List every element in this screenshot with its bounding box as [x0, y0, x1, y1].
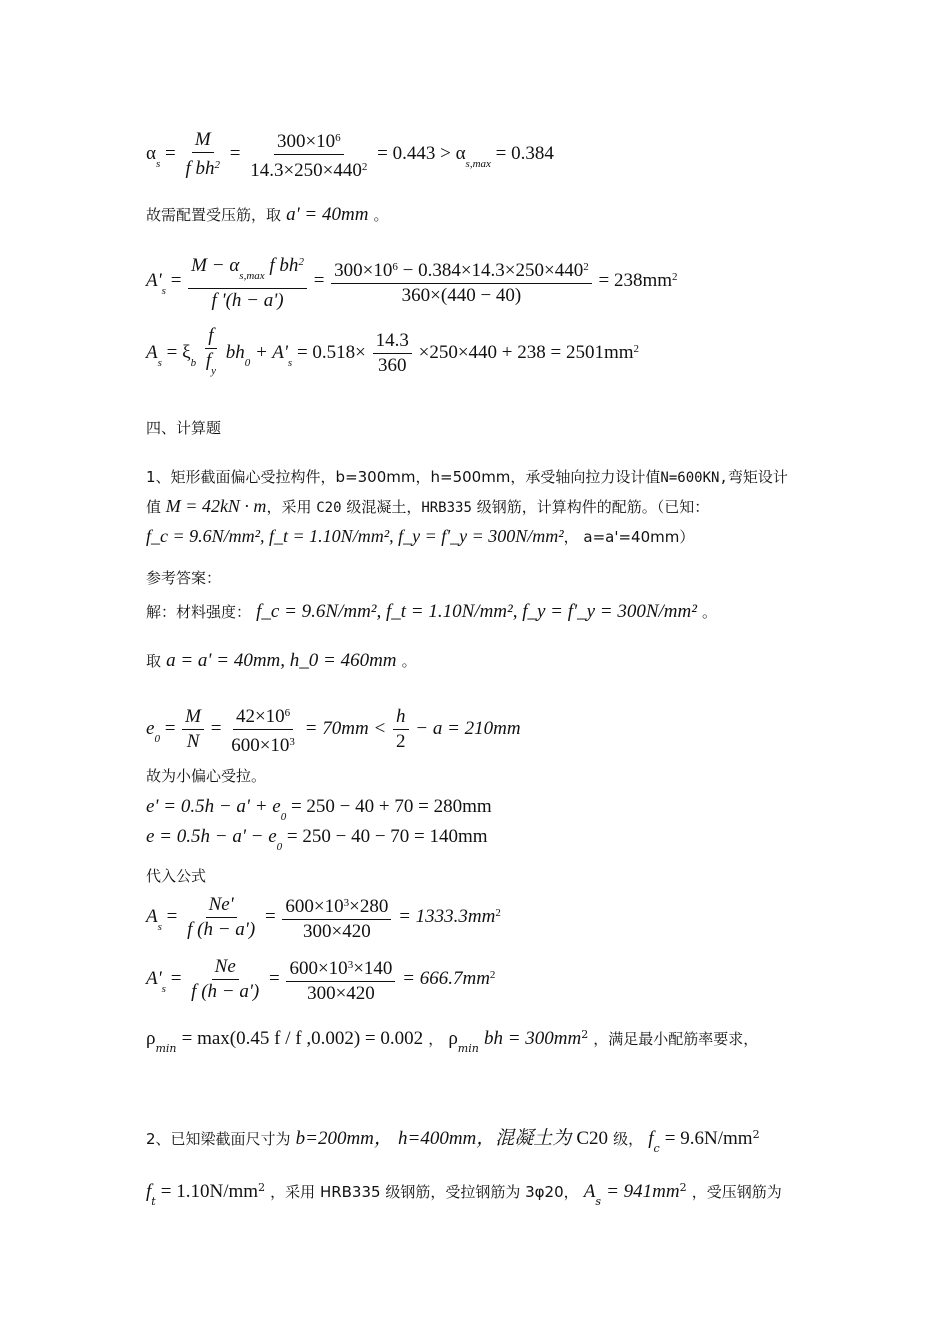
- equation-as: [146, 326, 639, 381]
- eq2-frac1-den: f '(h − a'): [211, 290, 284, 311]
- eq1-rhs-sub: s,max: [465, 157, 491, 170]
- eq2-frac1-num-sub: s,max: [239, 270, 265, 282]
- eq2-frac2-num: 300×10: [334, 260, 393, 281]
- q1-line2-mono: C20: [316, 500, 342, 516]
- equation-e0: $e_0$ = $\frac{M}{N}$ = $\frac{42\times 10^6}{600\times 10^3}$ = 70mm < $\frac{h}{2}$ − a = 210mm: [146, 703, 521, 756]
- q2-line2-as-exp: 2: [679, 1181, 687, 1194]
- eprime-lhs: e' = 0.5h − a' + e: [146, 796, 281, 817]
- eq1-frac1-den: f bh: [185, 158, 215, 179]
- eprime-tail: = 250 − 40 + 70 = 280mm: [290, 796, 492, 817]
- e0-frac2-num: 42×10: [235, 706, 285, 727]
- eq2-lhs-sub: s: [161, 284, 166, 297]
- equation-as-prime: $A'_s$ = $\frac{M - \alpha_{s,max} f bh^2}{f '(h - a')}$ = $\frac{300\times 10^6 - 0.384\times 14.3\times 250\times 440^2}{360\times(440 - 40)}$ = $238mm^2$: [146, 252, 678, 311]
- as-rhs-exp: 2: [495, 906, 501, 919]
- eq2-frac2-num-exp: 6: [392, 261, 398, 273]
- e0-frac1: [182, 707, 204, 752]
- eq2-rhs: = 238mm: [598, 269, 673, 291]
- eq1-frac2-den: 14.3×250×440: [250, 160, 362, 181]
- e0-lhs: e: [146, 717, 155, 739]
- as-frac2-den: 300×420: [303, 921, 371, 942]
- q1-line2-d: 级钢筋，计算构件的配筋。（已知：: [476, 498, 710, 516]
- q2-line1-b: b=200mm，: [295, 1128, 393, 1149]
- equation-e: $e = 0.5h - a' - e_0 = 250 - 40 - 70 = 140mm$: [146, 826, 488, 853]
- eq1-rhs-val: = 0.384: [495, 142, 554, 164]
- as-frac1: [184, 895, 258, 940]
- eq3-frac1: [203, 326, 219, 381]
- asp-frac2-num: 600×10: [289, 958, 348, 979]
- text-compression-steel: [146, 205, 389, 225]
- question-2-line1: [146, 1125, 760, 1159]
- asp-frac2-num-exp: 3: [347, 959, 354, 971]
- e0-frac2-den: 600×10: [231, 735, 290, 756]
- rho-bh-exp: 2: [581, 1028, 589, 1041]
- q1-line3-end: ， a=a'=40mm）: [563, 528, 695, 546]
- e0-frac3: [393, 707, 409, 752]
- eq3-frac2: [373, 331, 412, 376]
- q1-line3-math: f_c = 9.6N/mm², f_t = 1.10N/mm², f_y = f'_y = 300N/mm²: [146, 526, 564, 546]
- solution-line1: [146, 602, 717, 622]
- q2-line1-val: = 9.6N/mm: [664, 1128, 753, 1149]
- q1-line1: [146, 463, 810, 492]
- q2-line1-e: 级，: [613, 1130, 644, 1148]
- rho-sub-2: min: [457, 1042, 479, 1055]
- asp-frac1-den: f (h − a'): [191, 981, 260, 1002]
- q1-line2-a: 值: [146, 498, 162, 516]
- e-tail: = 250 − 40 − 70 = 140mm: [286, 826, 488, 847]
- eq1-rhs: = 0.443 > α: [377, 142, 466, 164]
- e0-frac3-num: h: [393, 707, 409, 730]
- as-frac1-num: Ne': [206, 895, 237, 918]
- e0-frac1-num: M: [182, 707, 204, 730]
- equation-alpha-s: $\alpha_s$ = $\frac{M}{f bh^2}$ = $\frac{300\times 10^6}{14.3\times 250\times 440^2}$ = $0.443 > \alpha_{s,max} = 0.384$: [146, 129, 554, 181]
- eq3-xi: = ξ: [166, 341, 191, 363]
- asp-frac2-den: 300×420: [307, 983, 375, 1004]
- q2-line1-a: 2、已知梁截面尺寸为: [146, 1130, 291, 1148]
- e0-sub: 0: [154, 732, 160, 745]
- asp-lhs: A': [146, 967, 162, 989]
- q2-line2-a: ，采用 HRB335 级钢筋，受拉钢筋为 3φ20，: [270, 1183, 579, 1201]
- q1-line1-end: 弯矩设计: [727, 468, 788, 486]
- eq2-frac2: [331, 257, 592, 306]
- asp-frac2-num-tail: ×140: [353, 958, 393, 979]
- rho-mid: ，: [428, 1030, 444, 1048]
- eq1-frac2-num: 300×10: [276, 131, 336, 152]
- q1-line1-mono: N=600KN,: [660, 470, 728, 486]
- e0-mid: = 70mm <: [304, 717, 387, 739]
- eq3-frac1-num: f: [205, 326, 216, 349]
- e0-frac2-num-exp: 6: [284, 707, 291, 719]
- as-frac2: [282, 893, 391, 942]
- q2-line2-as-sub: s: [595, 1195, 601, 1208]
- sol-l1-label: 解：材料强度：: [146, 603, 252, 621]
- rho-symbol-2: ρ: [448, 1028, 458, 1049]
- q2-line2-val-exp: 2: [258, 1181, 266, 1194]
- e0-frac2: [228, 703, 298, 756]
- eq2-frac2-den: 360×(440 − 40): [401, 285, 522, 306]
- q2-line1-c: h=400mm，混凝土为: [398, 1128, 572, 1149]
- reference-answer-label: 参考答案：: [146, 569, 222, 587]
- rho-sub: min: [155, 1042, 177, 1055]
- q2-line2-val: = 1.10N/mm: [160, 1181, 259, 1202]
- sol-l1-math: f_c = 9.6N/mm², f_t = 1.10N/mm², f_y = f'_y = 300N/mm²: [256, 601, 697, 622]
- eq1-lhs: α: [146, 142, 156, 164]
- eq2-lhs: A': [146, 269, 162, 291]
- e0-frac2-den-exp: 3: [289, 736, 295, 748]
- eq3-tail: ×250×440 + 238 = 2501mm: [418, 341, 634, 363]
- q2-line1-d: C20: [576, 1128, 609, 1149]
- eq3-xi-sub: b: [190, 356, 197, 369]
- eq3-plus: + A': [255, 341, 288, 363]
- eq3-lhs-sub: s: [157, 356, 162, 369]
- eq3-mid: bh: [225, 341, 245, 363]
- eq1-lhs-sub: s: [155, 157, 161, 170]
- q1-line2-c: 级混凝土，: [346, 498, 422, 516]
- as-rhs: = 1333.3mm: [398, 905, 496, 927]
- text1-label: 故需配置受压筋，取: [146, 206, 282, 224]
- question-1: [146, 463, 810, 551]
- text1-math: a' = 40mm: [286, 204, 369, 225]
- sol-l2-end: 。: [401, 652, 417, 670]
- solution-line2: [146, 651, 417, 671]
- eq2-frac1-num-tail: f bh: [264, 255, 299, 276]
- equation-asp-result: $A'_s$ = $\frac{Ne}{f (h - a')}$ = $\frac{600\times 10^3\times 140}{300\times 420}$ = $666.7mm^2$: [146, 956, 496, 1004]
- q2-line1-val-exp: 2: [752, 1128, 760, 1141]
- eq3-mid-sub: 0: [244, 356, 251, 369]
- eq3-lhs: A: [146, 341, 158, 363]
- asp-rhs: = 666.7mm: [402, 967, 490, 989]
- eq2-rhs-exp: 2: [672, 270, 678, 283]
- q2-line2-as-val: = 941mm: [606, 1181, 680, 1202]
- q2-line1-math-sub: c: [653, 1142, 660, 1155]
- asp-frac1: [188, 957, 262, 1002]
- equation-e-prime: $e' = 0.5h - a' + e_0 = 250 - 40 + 70 = 280mm$: [146, 796, 492, 823]
- eq3-frac1-den: f: [205, 350, 212, 371]
- asp-rhs-exp: 2: [489, 968, 496, 981]
- q1-line2: [146, 492, 810, 522]
- question-2-line2: [146, 1178, 782, 1212]
- as-frac2-num: 600×10: [285, 896, 344, 917]
- q1-line1-text: 1、矩形截面偏心受拉构件，b=300mm，h=500mm，承受轴向拉力设计值: [146, 468, 661, 486]
- small-eccentric-text: 故为小偏心受拉。: [146, 767, 267, 785]
- q2-line2-as: A: [583, 1181, 596, 1202]
- substitute-formula-text: 代入公式: [146, 867, 207, 885]
- e-lhs: e = 0.5h − a' − e: [146, 826, 277, 847]
- equation-as-result: $A_s$ = $\frac{Ne'}{f (h - a')}$ = $\frac{600\times 10^3\times 280}{300\times 420}$ = $1333.3mm^2$: [146, 894, 501, 942]
- rho-bh: bh = 300mm: [483, 1028, 582, 1049]
- eq1-frac1-num: M: [192, 130, 214, 153]
- e0-frac1-den: N: [186, 731, 200, 752]
- eq2-frac1-num-exp: 2: [298, 256, 304, 268]
- e0-tail: − a = 210mm: [415, 717, 521, 739]
- q2-line1-math: f: [648, 1128, 654, 1149]
- q2-line2-math-sub: t: [151, 1195, 156, 1208]
- eq1-frac2: [247, 128, 370, 181]
- eq2-frac2-num-tail-exp: 2: [583, 261, 589, 273]
- eq3-tail-exp: 2: [633, 342, 640, 355]
- eq3-plus-sub: s: [287, 356, 293, 369]
- as-frac2-num-exp: 3: [343, 897, 350, 909]
- eq1-frac1: $\frac{M}{f bh^2}$: [185, 129, 220, 179]
- eq3-frac2-den: 360: [378, 355, 407, 376]
- q1-line3: [146, 522, 810, 551]
- text1-end: 。: [373, 206, 389, 224]
- section-title: 四、计算题: [146, 419, 222, 437]
- q2-line2-end: ，受压钢筋为: [691, 1183, 782, 1201]
- eq3-frac2-num: 14.3: [373, 331, 412, 354]
- sol-l2-math: a = a' = 40mm, h_0 = 460mm: [166, 650, 397, 671]
- rho-eq: = max(0.45 f / f ,0.002) = 0.002: [181, 1028, 424, 1049]
- asp-frac1-num: Ne: [212, 957, 239, 980]
- as-frac2-num-tail: ×280: [349, 896, 389, 917]
- sol-l1-end: 。: [702, 603, 718, 621]
- eq3-val: = 0.518×: [296, 341, 366, 363]
- eq2-frac1: [188, 252, 307, 311]
- q2-line2-math: f: [146, 1181, 152, 1202]
- rho-end: ，满足最小配筋率要求，: [593, 1030, 759, 1048]
- as-frac1-den: f (h − a'): [187, 919, 256, 940]
- q1-line2-math: M = 42kN · m: [165, 496, 267, 516]
- rho-min-line: [146, 1025, 758, 1059]
- eq2-frac1-num: M − α: [191, 255, 240, 276]
- eq1-frac2-num-exp: 6: [335, 132, 341, 144]
- eq3-frac1-den-sub: y: [211, 365, 216, 377]
- e0-frac3-den: 2: [396, 731, 406, 752]
- as-lhs: A: [146, 905, 158, 927]
- eq1-frac2-den-exp: 2: [361, 161, 368, 173]
- sol-l2-label: 取: [146, 652, 162, 670]
- q1-line2-mono2: HRB335: [421, 500, 472, 516]
- eq2-frac2-num-tail: − 0.384×14.3×250×440: [397, 260, 584, 281]
- q1-line2-b: ，采用: [266, 498, 312, 516]
- asp-frac2: [286, 955, 395, 1004]
- rho-symbol: ρ: [146, 1028, 156, 1049]
